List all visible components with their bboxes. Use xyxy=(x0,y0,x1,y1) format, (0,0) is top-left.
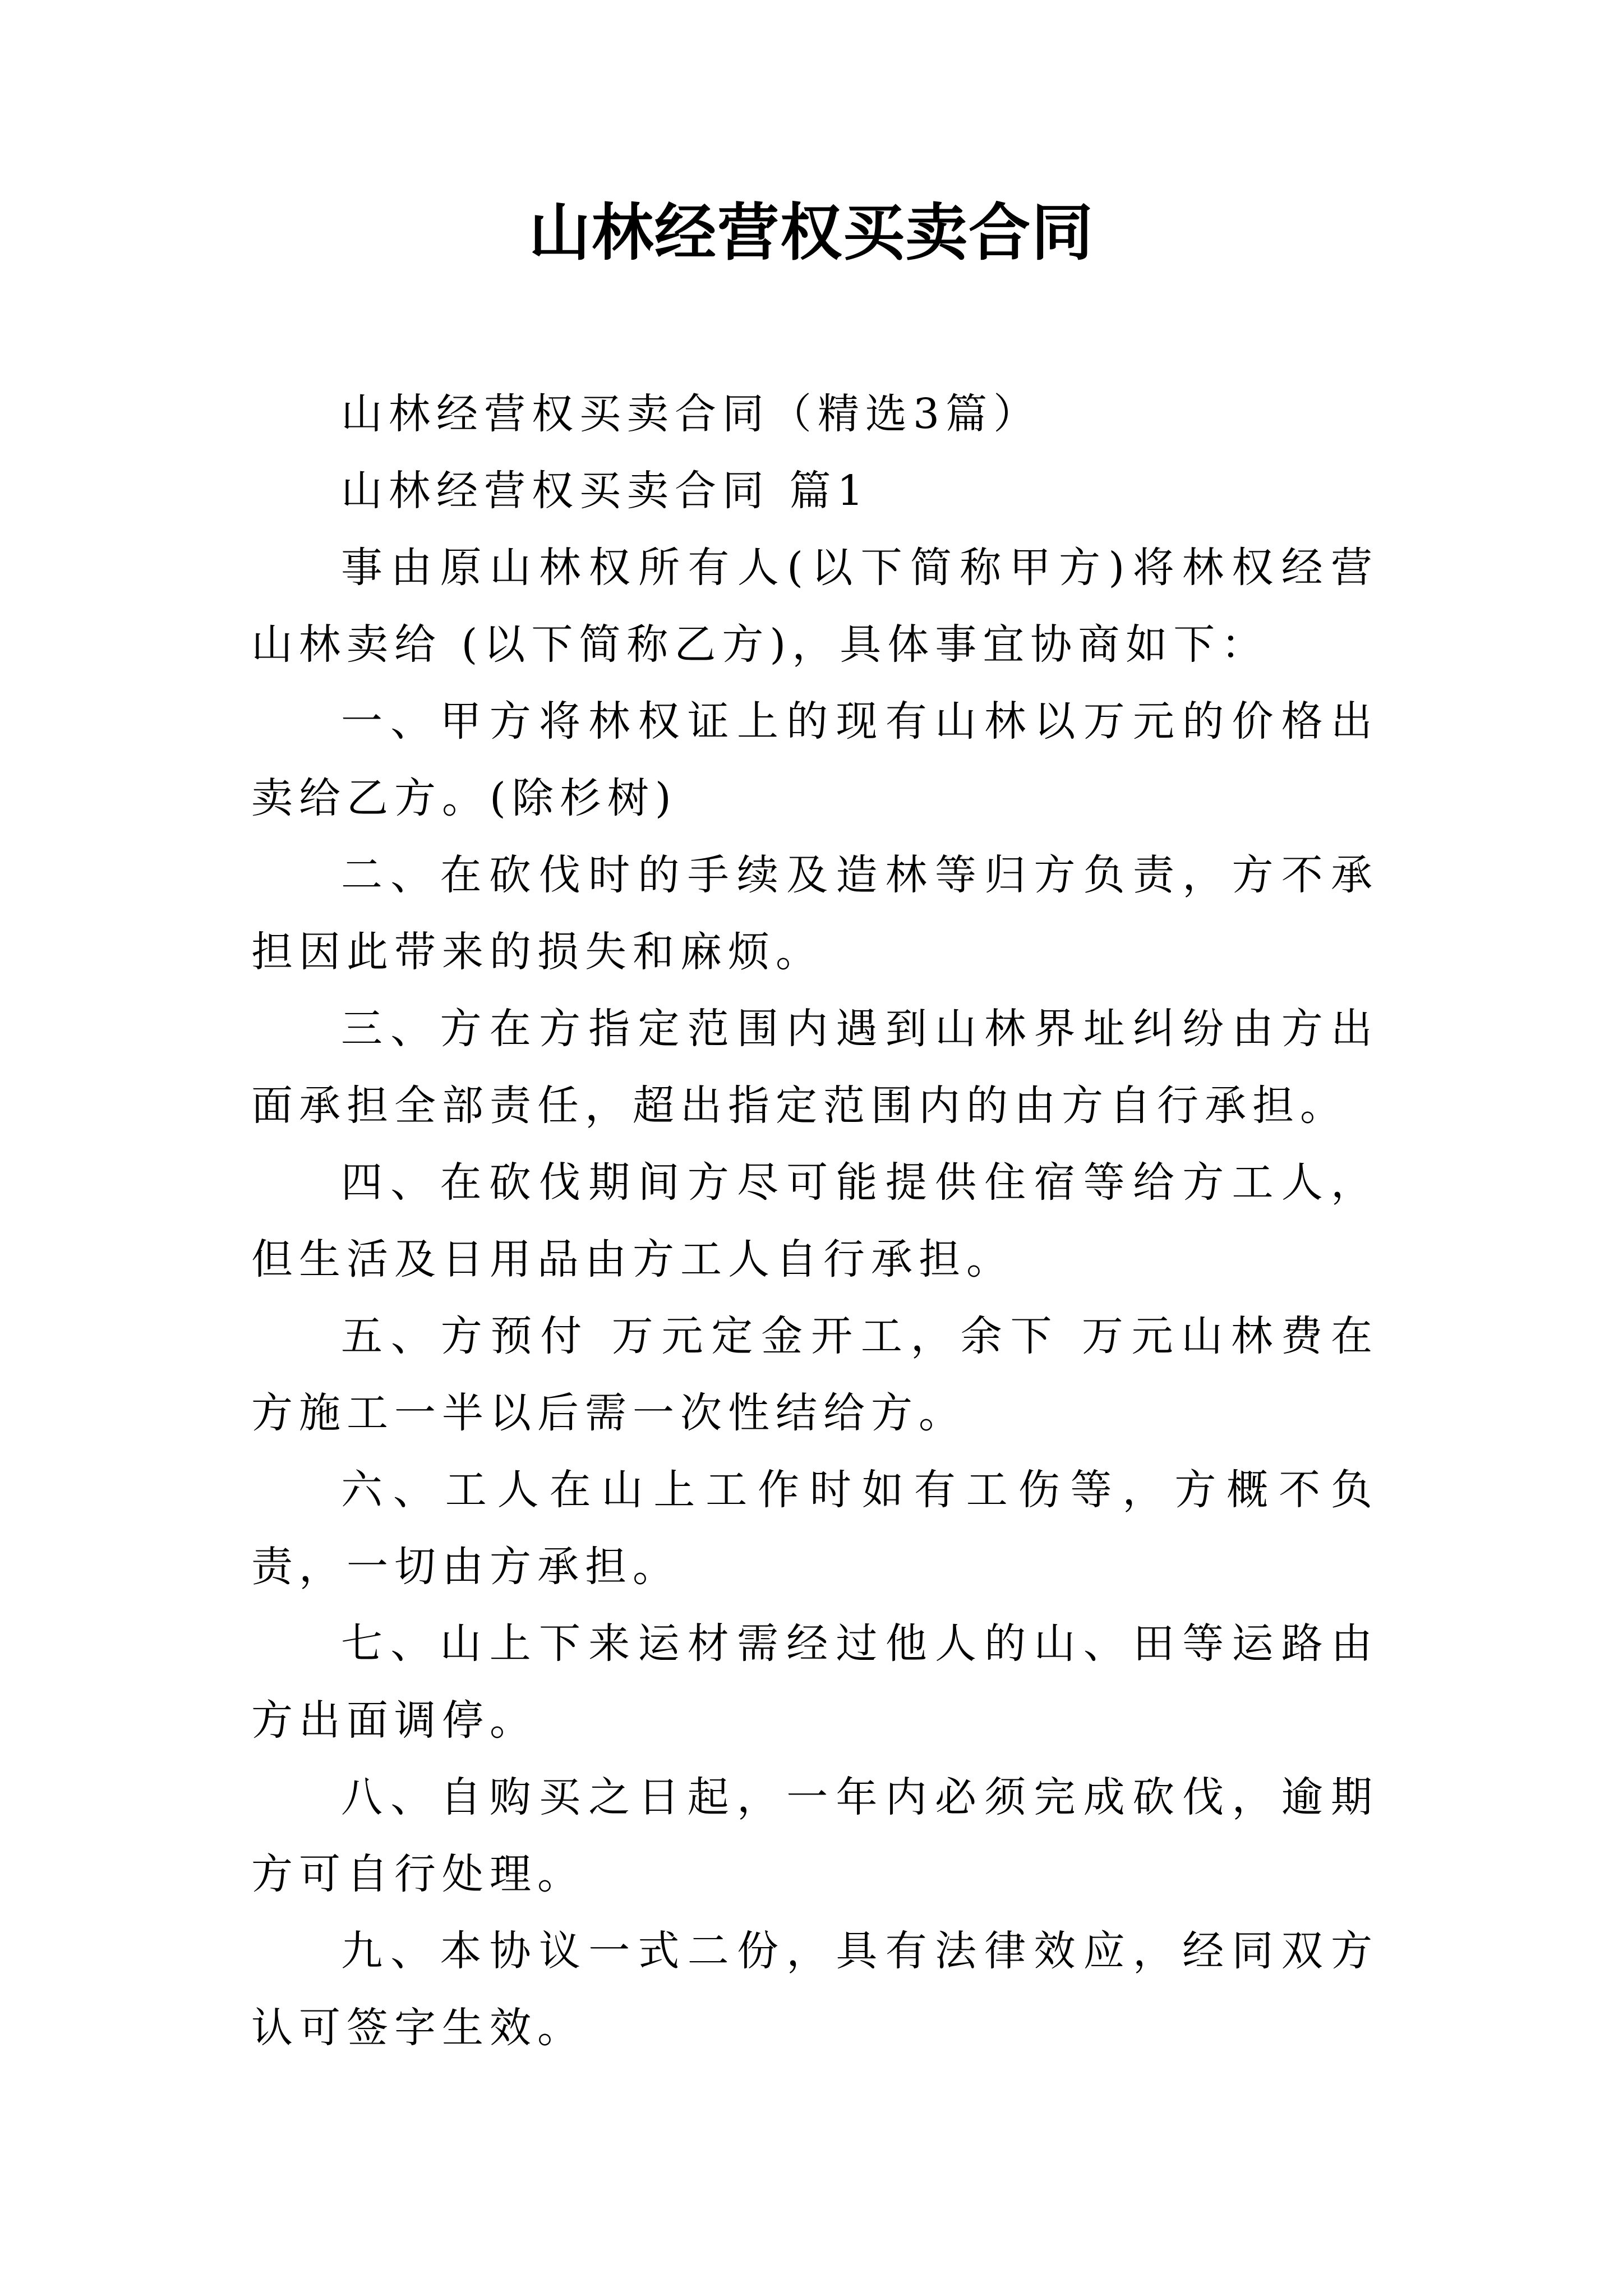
paragraph-preamble: 事由原山林权所有人(以下简称甲方)将林权经营山林卖给 (以下简称乙方)，具体事宜协商如下： xyxy=(251,544,1378,669)
document-body xyxy=(251,376,1378,2067)
paragraph-clause-2: 二、在砍伐时的手续及造林等归方负责，方不承担因此带来的损失和麻烦。 xyxy=(251,851,1378,976)
paragraph-clause-5: 五、方预付 万元定金开工，余下 万元山林费在方施工一半以后需一次性结给方。 xyxy=(251,1312,1378,1437)
paragraph-clause-6: 六、工人在山上工作时如有工伤等，方概不负责，一切由方承担。 xyxy=(251,1466,1378,1591)
paragraph-clause-8: 八、自购买之日起，一年内必须完成砍伐，逾期方可自行处理。 xyxy=(251,1773,1378,1898)
paragraph-clause-4: 四、在砍伐期间方尽可能提供住宿等给方工人，但生活及日用品由方工人自行承担。 xyxy=(251,1158,1378,1283)
paragraph-clause-7: 七、山上下来运材需经过他人的山、田等运路由方出面调停。 xyxy=(251,1619,1378,1745)
paragraph-clause-9: 九、本协议一式二份，具有法律效应，经同双方认可签字生效。 xyxy=(251,1927,1378,2052)
document-title: 山林经营权买卖合同 xyxy=(529,196,1094,269)
paragraph-clause-1: 一、甲方将林权证上的现有山林以万元的价格出卖给乙方。(除杉树) xyxy=(251,697,1378,822)
paragraph-section-heading: 山林经营权买卖合同 篇1 xyxy=(341,467,870,515)
paragraph-collection-title: 山林经营权买卖合同（精选3篇） xyxy=(341,390,1041,438)
paragraph-clause-3: 三、方在方指定范围内遇到山林界址纠纷由方出面承担全部责任，超出指定范围内的由方自行承担。 xyxy=(251,1005,1378,1130)
